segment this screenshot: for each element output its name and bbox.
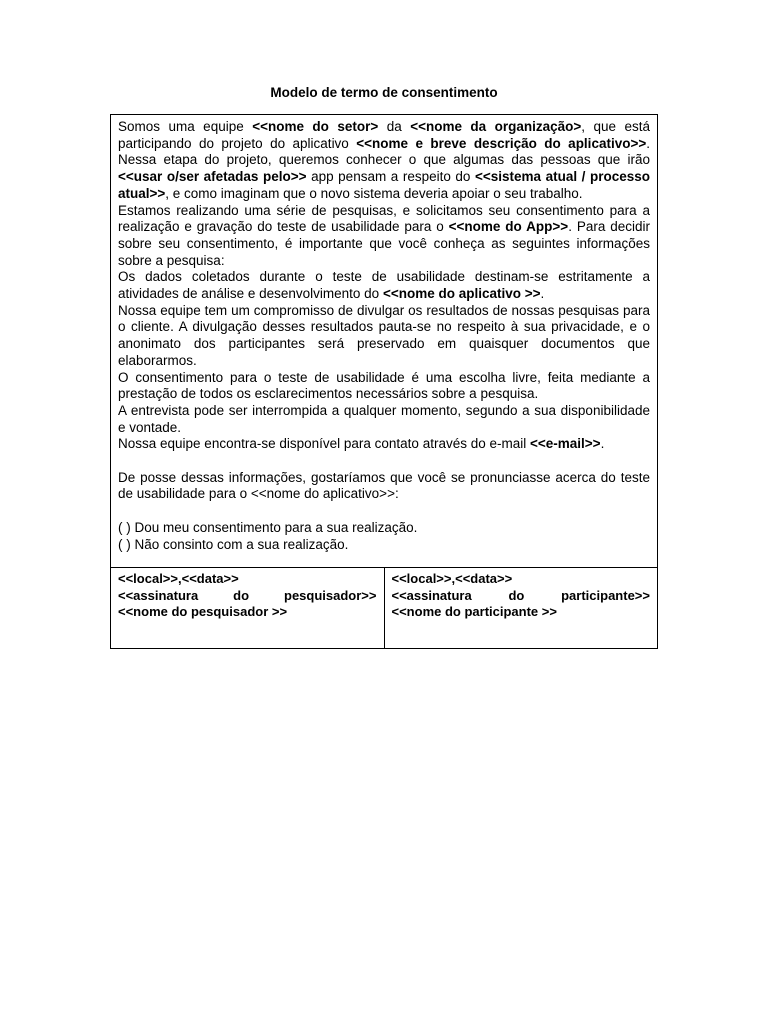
spacer: [118, 503, 650, 520]
text-segment: , que está participando do projeto do aplicativo: [118, 119, 650, 151]
text-segment: .: [600, 436, 605, 452]
paragraph-free-choice: O consentimento para o teste de usabilidade é uma escolha livre, feita mediante a prestação de todos os esclarecimentos necessários sobre a pesquisa.: [118, 369, 650, 402]
placeholder-organization: <<nome da organização>: [410, 119, 582, 134]
placeholder-email: <<e-mail>>: [530, 436, 601, 452]
researcher-signature: <<assinatura do pesquisador>>: [118, 587, 377, 603]
placeholder-app-name: <<nome do aplicativo >>: [382, 286, 541, 302]
paragraph-research: [118, 203, 650, 270]
researcher-place-date: <<local>>,<<data>>: [118, 571, 239, 587]
placeholder-sector: <<nome do setor>: [252, 119, 379, 134]
spacer: [118, 453, 650, 470]
placeholder-current-system: <<sistema atual / processo atual>>: [118, 169, 650, 201]
researcher-name: <<nome do pesquisador >>: [118, 604, 288, 620]
text-segment: da: [378, 119, 411, 134]
text-segment: , e como imaginam que o novo sistema deveria apoiar o seu trabalho.: [165, 185, 583, 201]
paragraph-contact: [118, 436, 650, 453]
paragraph-data-usage: [118, 269, 650, 302]
text-segment: Os dados coletados durante o teste de usabilidade destinam-se estritamente a atividades de análise e desenvolvimento do: [118, 269, 650, 302]
participant-signature: <<assinatura do participante>>: [391, 587, 650, 603]
paragraph-intro: [118, 119, 650, 203]
text-segment: Somos uma equipe: [118, 119, 253, 134]
placeholder-users: <<usar o/ser afetadas pelo>>: [118, 169, 307, 185]
text-segment: . Nessa etapa do projeto, queremos conhecer o que algumas das pessoas que irão: [118, 135, 650, 168]
text-segment: Nossa equipe encontra-se disponível para contato através do e-mail: [118, 436, 530, 452]
option-consent: ( ) Dou meu consentimento para a sua realização.: [118, 519, 418, 535]
paragraph-interruption: A entrevista pode ser interrompida a qualquer momento, segundo a sua disponibilidade e vontade.: [118, 402, 650, 435]
text-segment: .: [540, 286, 545, 302]
consent-body: [111, 115, 657, 567]
participant-place-date: <<local>>,<<data>>: [391, 571, 513, 587]
signature-participant: [384, 568, 658, 648]
participant-name: <<nome do participante >>: [391, 604, 557, 620]
paragraph-privacy: Nossa equipe tem um compromisso de divulgar os resultados de nossas pesquisas para o cliente. A divulgação desses resultados pauta-se no respeito à sua privacidade, e o anonimato dos participantes será preservado em quaisquer documentos que elaborarmos.: [118, 302, 650, 368]
text-segment: app pensam a respeito do: [306, 169, 475, 185]
consent-form-box: [110, 114, 658, 649]
signature-researcher: [111, 568, 384, 648]
option-no-consent: ( ) Não consinto com a sua realização.: [118, 536, 349, 552]
placeholder-app-name: <<nome do App>>: [448, 219, 569, 235]
text-segment: Estamos realizando uma série de pesquisas, e solicitamos seu consentimento para a realização e gravação do teste de usabilidade para o: [118, 202, 650, 235]
placeholder-app-description: <<nome e breve descrição do aplicativo>>: [356, 135, 647, 151]
paragraph-request: De posse dessas informações, gostaríamos que você se pronunciasse acerca do teste de usabilidade para o <<nome do aplicativo>>:: [118, 469, 650, 502]
document-title: Modelo de termo de consentimento: [270, 85, 498, 100]
text-segment: . Para decidir sobre seu consentimento, é importante que você conheça as seguintes informações sobre a pesquisa:: [118, 219, 651, 268]
signature-row: [111, 567, 657, 648]
